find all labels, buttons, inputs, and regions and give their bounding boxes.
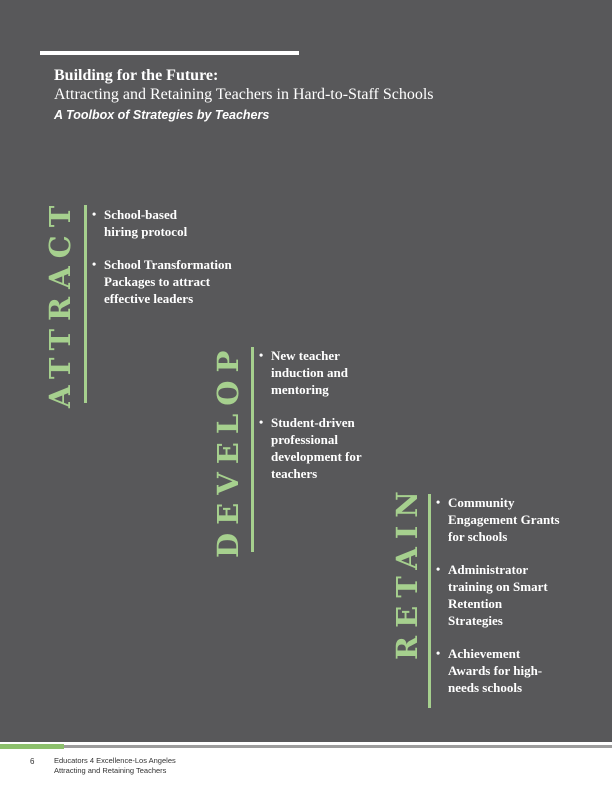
footer-accent-bar [0, 744, 64, 749]
section-word-attract: ATTRACT [43, 197, 77, 408]
list-item: • Student-driven professional development for teachers [259, 415, 362, 481]
list-item: • Administrator training on Smart Retention Strategies [436, 562, 548, 628]
bullet-icon: • [436, 495, 441, 509]
bullet-icon: • [92, 257, 97, 271]
page-title [54, 66, 434, 104]
section-word-retain: RETAIN [390, 483, 424, 660]
bullet-icon: • [436, 646, 441, 660]
footer-rule [64, 745, 612, 748]
section-bar-develop [251, 347, 254, 552]
section-word-develop: DEVELOP [211, 342, 245, 558]
footer-line1: Educators 4 Excellence-Los Angeles [54, 756, 176, 765]
section-list-develop [259, 347, 409, 498]
page-subtitle: A Toolbox of Strategies by Teachers [54, 108, 270, 122]
list-item: • New teacher induction and mentoring [259, 348, 348, 397]
section-list-attract [92, 206, 242, 323]
section-bar-retain [428, 494, 431, 708]
list-item: • Community Engagement Grants for schools [436, 495, 560, 544]
title-line2: Attracting and Retaining Teachers in Hard-to-Staff Schools [54, 86, 434, 103]
footer-line2: Attracting and Retaining Teachers [54, 766, 167, 775]
title-bold: Building for the Future: [54, 67, 219, 84]
section-bar-attract [84, 205, 87, 403]
bullet-icon: • [436, 562, 441, 576]
bullet-icon: • [259, 415, 264, 429]
bullet-icon: • [92, 207, 97, 221]
list-item: • School-based hiring protocol [92, 207, 188, 239]
section-list-retain [436, 494, 586, 712]
page-number: 6 [30, 757, 35, 766]
list-item: • Achievement Awards for high-needs schools [436, 646, 543, 695]
footer-text [54, 756, 176, 776]
bullet-icon: • [259, 348, 264, 362]
top-rule-divider [40, 51, 299, 55]
list-item: • School Transformation Packages to attract effective leaders [92, 257, 232, 306]
